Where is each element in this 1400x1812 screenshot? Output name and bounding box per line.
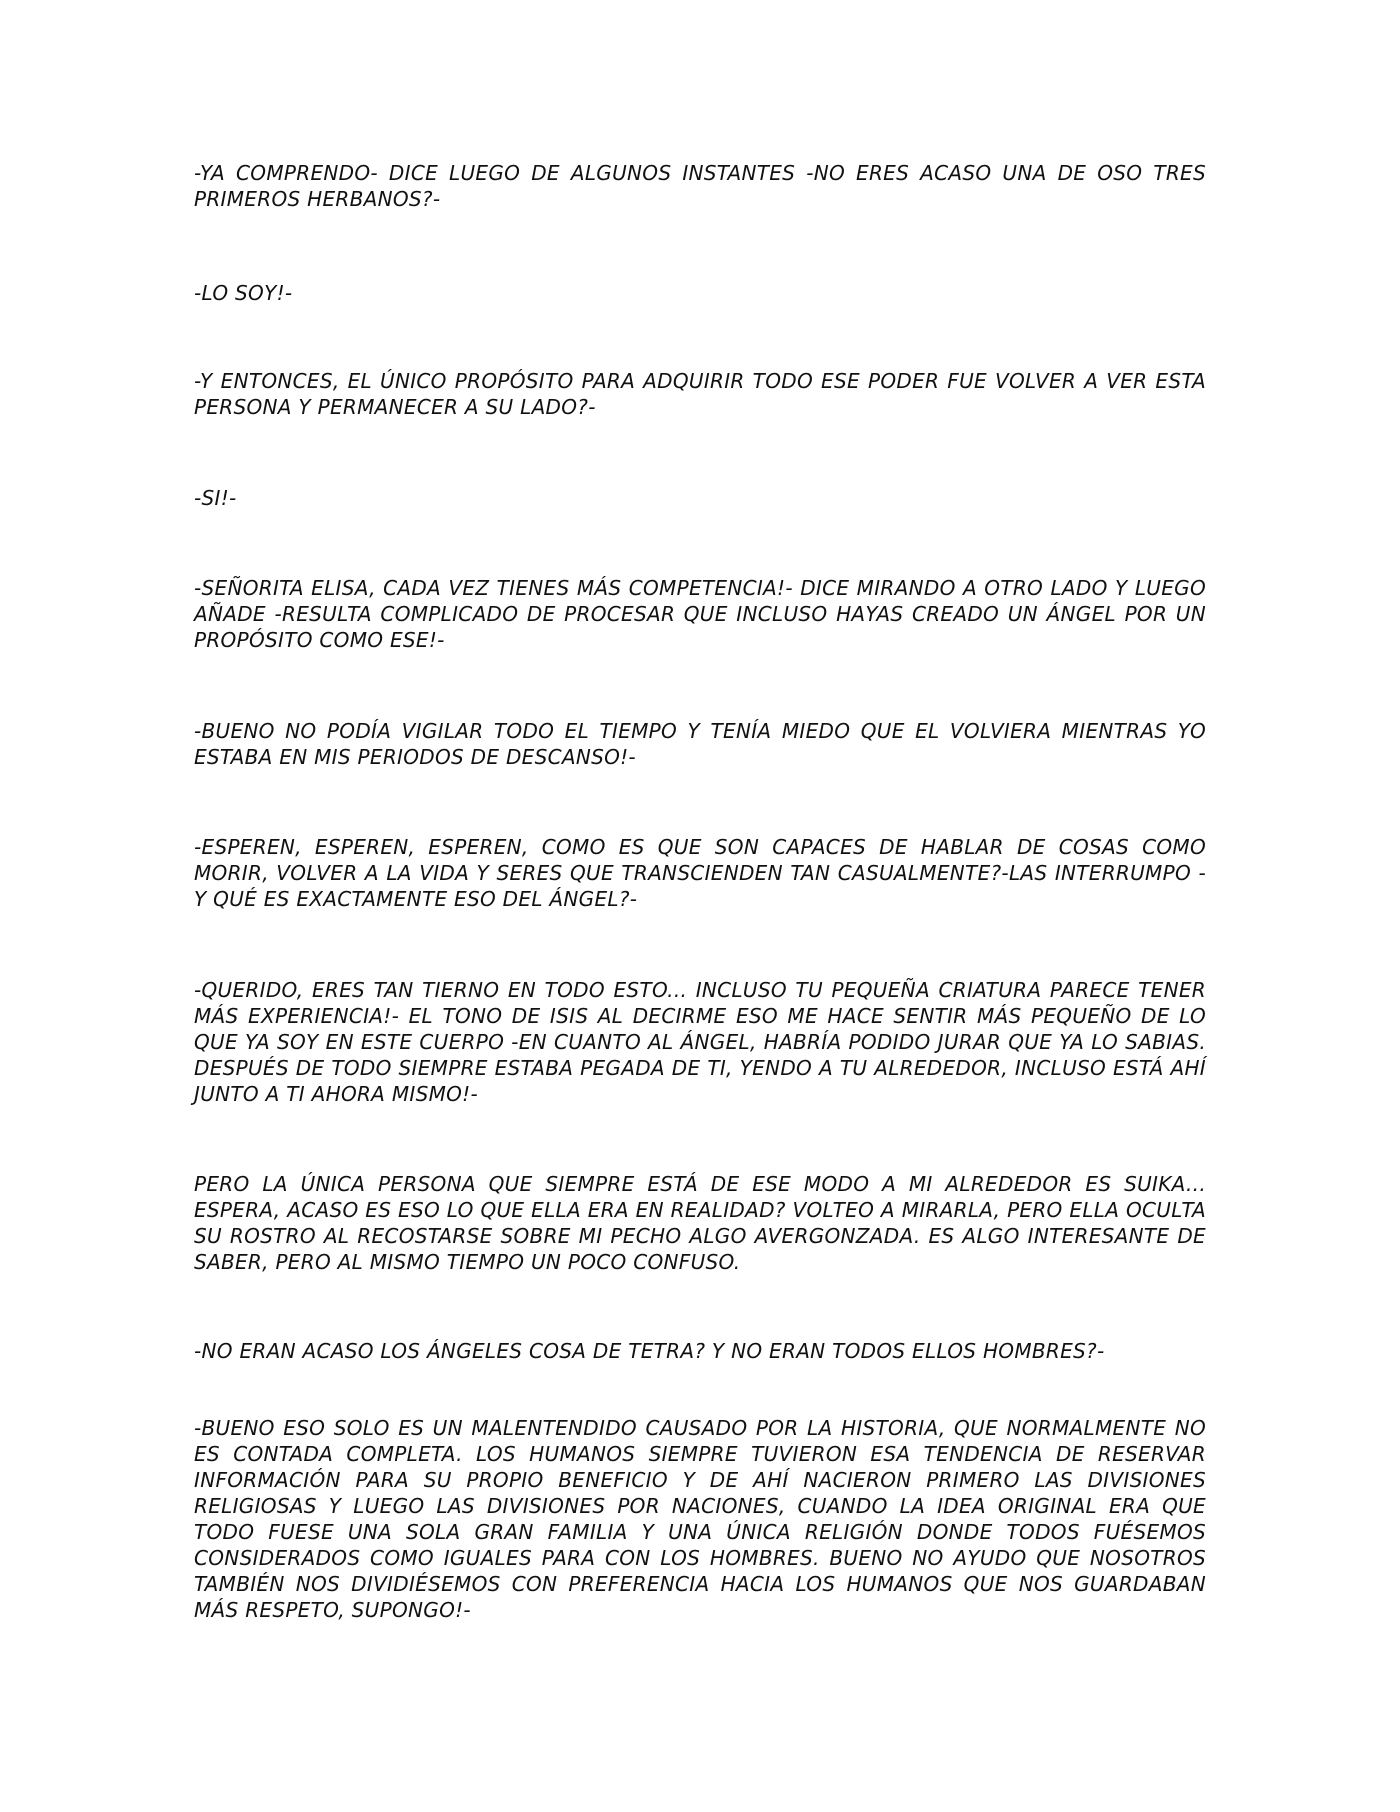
paragraph: -SI!- bbox=[194, 486, 237, 510]
paragraph: -YA COMPRENDO- DICE LUEGO DE ALGUNOS INSTANTES -NO ERES ACASO UNA DE OSO TRES PRIMEROS HERBANOS?- bbox=[194, 161, 1206, 211]
paragraph: -QUERIDO, ERES TAN TIERNO EN TODO ESTO... INCLUSO TU PEQUEÑA CRIATURA PARECE TENER MÁS EXPERIENCIA!- EL TONO DE ISIS AL DECIRME ESO ME HACE SENTIR MÁS PEQUEÑO DE LO QUE YA SOY EN ESTE CUERPO -EN CUANTO AL ÁNGEL, HABRÍA PODIDO JURAR QUE YA LO SABIAS. DESPUÉS DE TODO SIEMPRE ESTABA PEGADA DE TI, YENDO A TU ALREDEDOR, INCLUSO ESTÁ AHÍ JUNTO A TI AHORA MISMO!- bbox=[194, 978, 1206, 1106]
paragraph: -NO ERAN ACASO LOS ÁNGELES COSA DE TETRA? Y NO ERAN TODOS ELLOS HOMBRES?- bbox=[194, 1339, 1105, 1363]
paragraph: -Y ENTONCES, EL ÚNICO PROPÓSITO PARA ADQUIRIR TODO ESE PODER FUE VOLVER A VER ESTA PERSONA Y PERMANECER A SU LADO?- bbox=[194, 369, 1206, 419]
paragraph: -LO SOY!- bbox=[194, 281, 293, 305]
paragraph: -BUENO NO PODÍA VIGILAR TODO EL TIEMPO Y TENÍA MIEDO QUE EL VOLVIERA MIENTRAS YO ESTABA EN MIS PERIODOS DE DESCANSO!- bbox=[194, 719, 1206, 769]
paragraph: -ESPEREN, ESPEREN, ESPEREN, COMO ES QUE SON CAPACES DE HABLAR DE COSAS COMO MORIR, VOLVER A LA VIDA Y SERES QUE TRANSCIENDEN TAN CASUALMENTE?-LAS INTERRUMPO -Y QUÉ ES EXACTAMENTE ESO DEL ÁNGEL?- bbox=[194, 835, 1206, 911]
paragraph: PERO LA ÚNICA PERSONA QUE SIEMPRE ESTÁ DE ESE MODO A MI ALREDEDOR ES SUIKA... ESPERA, ACASO ES ESO LO QUE ELLA ERA EN REALIDAD? VOLTEO A MIRARLA, PERO ELLA OCULTA SU ROSTRO AL RECOSTARSE SOBRE MI PECHO ALGO AVERGONZADA. ES ALGO INTERESANTE DE SABER, PERO AL MISMO TIEMPO UN POCO CONFUSO. bbox=[194, 1172, 1206, 1274]
paragraph: -BUENO ESO SOLO ES UN MALENTENDIDO CAUSADO POR LA HISTORIA, QUE NORMALMENTE NO ES CONTADA COMPLETA. LOS HUMANOS SIEMPRE TUVIERON ESA TENDENCIA DE RESERVAR INFORMACIÓN PARA SU PROPIO BENEFICIO Y DE AHÍ NACIERON PRIMERO LAS DIVISIONES RELIGIOSAS Y LUEGO LAS DIVISIONES POR NACIONES, CUANDO LA IDEA ORIGINAL ERA QUE TODO FUESE UNA SOLA GRAN FAMILIA Y UNA ÚNICA RELIGIÓN DONDE TODOS FUÉSEMOS CONSIDERADOS COMO IGUALES PARA CON LOS HOMBRES. BUENO NO AYUDO QUE NOSOTROS TAMBIÉN NOS DIVIDIÉSEMOS CON PREFERENCIA HACIA LOS HUMANOS QUE NOS GUARDABAN MÁS RESPETO, SUPONGO!- bbox=[194, 1416, 1206, 1622]
paragraph: -SEÑORITA ELISA, CADA VEZ TIENES MÁS COMPETENCIA!- DICE MIRANDO A OTRO LADO Y LUEGO AÑADE -RESULTA COMPLICADO DE PROCESAR QUE INCLUSO HAYAS CREADO UN ÁNGEL POR UN PROPÓSITO COMO ESE!- bbox=[194, 576, 1206, 652]
